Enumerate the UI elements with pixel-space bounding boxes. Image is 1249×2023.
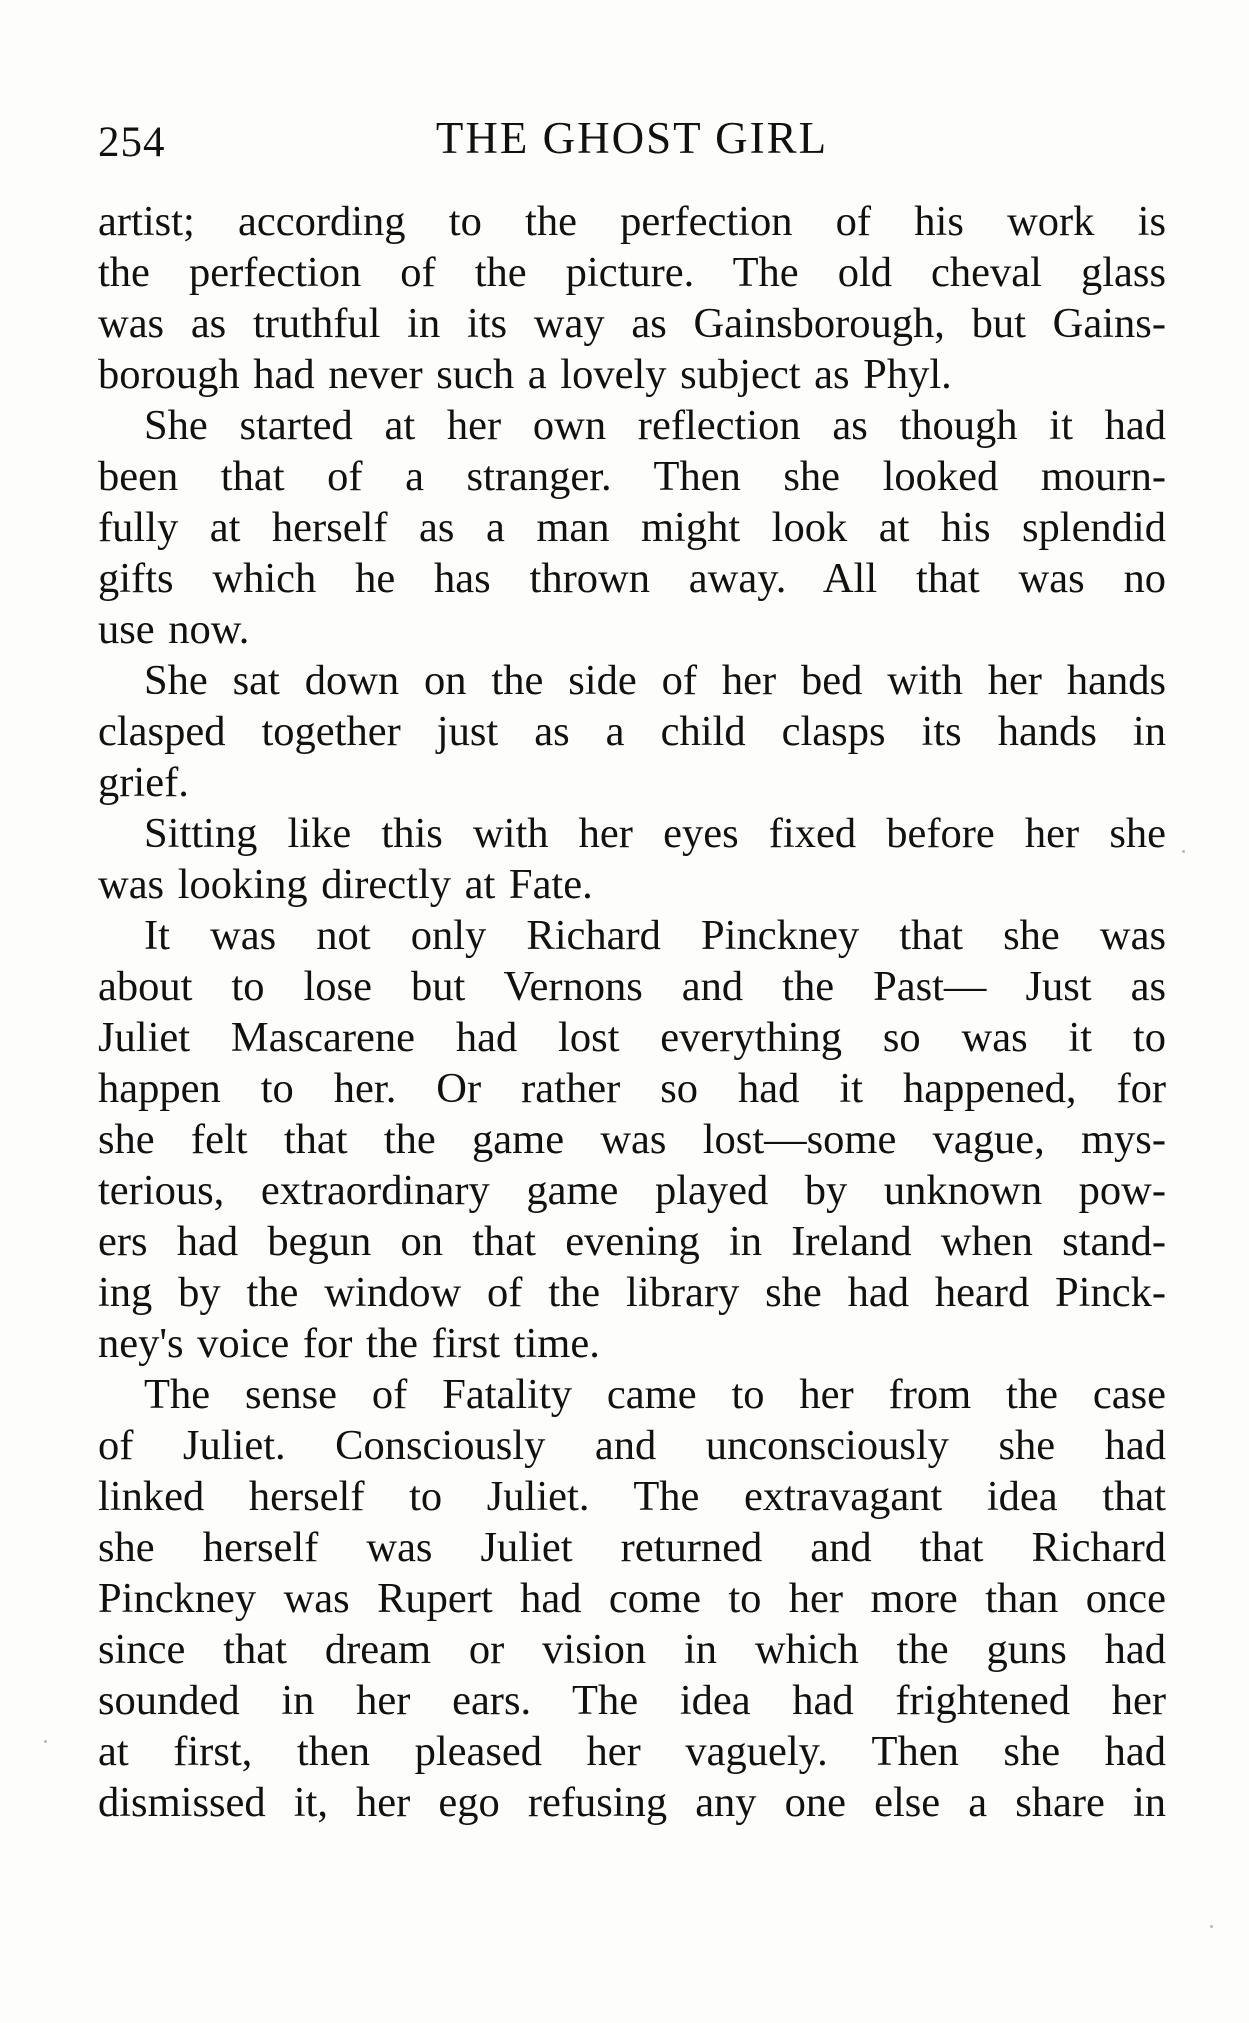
running-title: THE GHOST GIRL — [435, 113, 829, 163]
text-line: Pinckney was Rupert had come to her more than once — [98, 1575, 1166, 1622]
text-line: about to lose but Vernons and the Past— Just as — [98, 963, 1166, 1010]
text-line: ers had begun on that evening in Ireland when stand- — [98, 1218, 1166, 1265]
text-line: fully at herself as a man might look at his splendid — [98, 504, 1166, 551]
text-line: borough had never such a lovely subject as Phyl. — [98, 351, 952, 398]
text-line: been that of a stranger. Then she looked mourn- — [98, 453, 1166, 500]
text-line: Juliet Mascarene had lost everything so was it to — [98, 1014, 1166, 1061]
text-line: gifts which he has thrown away. All that was no — [98, 555, 1166, 602]
text-line: she herself was Juliet returned and that Richard — [98, 1524, 1166, 1571]
text-line: Sitting like this with her eyes fixed before her she — [144, 810, 1166, 857]
text-line: linked herself to Juliet. The extravagant idea that — [98, 1473, 1166, 1520]
text-line: clasped together just as a child clasps its hands in — [98, 708, 1166, 755]
text-line: The sense of Fatality came to her from the case — [144, 1371, 1166, 1418]
text-line: dismissed it, her ego refusing any one else a share in — [98, 1779, 1166, 1826]
text-line: happen to her. Or rather so had it happened, for — [98, 1065, 1166, 1112]
text-line: It was not only Richard Pinckney that she was — [144, 912, 1166, 959]
paper-speck — [44, 1740, 47, 1743]
paper-speck — [1182, 850, 1185, 853]
page-number: 254 — [98, 119, 166, 166]
paper-speck — [1210, 1925, 1213, 1928]
text-line: she felt that the game was lost—some vague, mys- — [98, 1116, 1166, 1163]
page-header — [98, 112, 1166, 174]
text-line: sounded in her ears. The idea had frightened her — [98, 1677, 1166, 1724]
text-line: She started at her own reflection as though it had — [144, 402, 1166, 449]
text-line: use now. — [98, 606, 250, 653]
text-line: was as truthful in its way as Gainsborough, but Gains- — [98, 300, 1166, 347]
body-text — [98, 196, 1166, 1828]
text-line: grief. — [98, 759, 189, 806]
book-page — [98, 112, 1166, 1828]
text-line: since that dream or vision in which the guns had — [98, 1626, 1166, 1673]
text-line: She sat down on the side of her bed with her hands — [144, 657, 1166, 704]
text-line: artist; according to the perfection of his work is — [98, 198, 1166, 245]
text-line: ing by the window of the library she had heard Pinck- — [98, 1269, 1166, 1316]
text-line: was looking directly at Fate. — [98, 861, 593, 908]
text-line: terious, extraordinary game played by unknown pow- — [98, 1167, 1166, 1214]
text-line: ney's voice for the first time. — [98, 1320, 600, 1367]
text-line: at first, then pleased her vaguely. Then she had — [98, 1728, 1166, 1775]
text-line: the perfection of the picture. The old cheval glass — [98, 249, 1166, 296]
text-line: of Juliet. Consciously and unconsciously she had — [98, 1422, 1166, 1469]
